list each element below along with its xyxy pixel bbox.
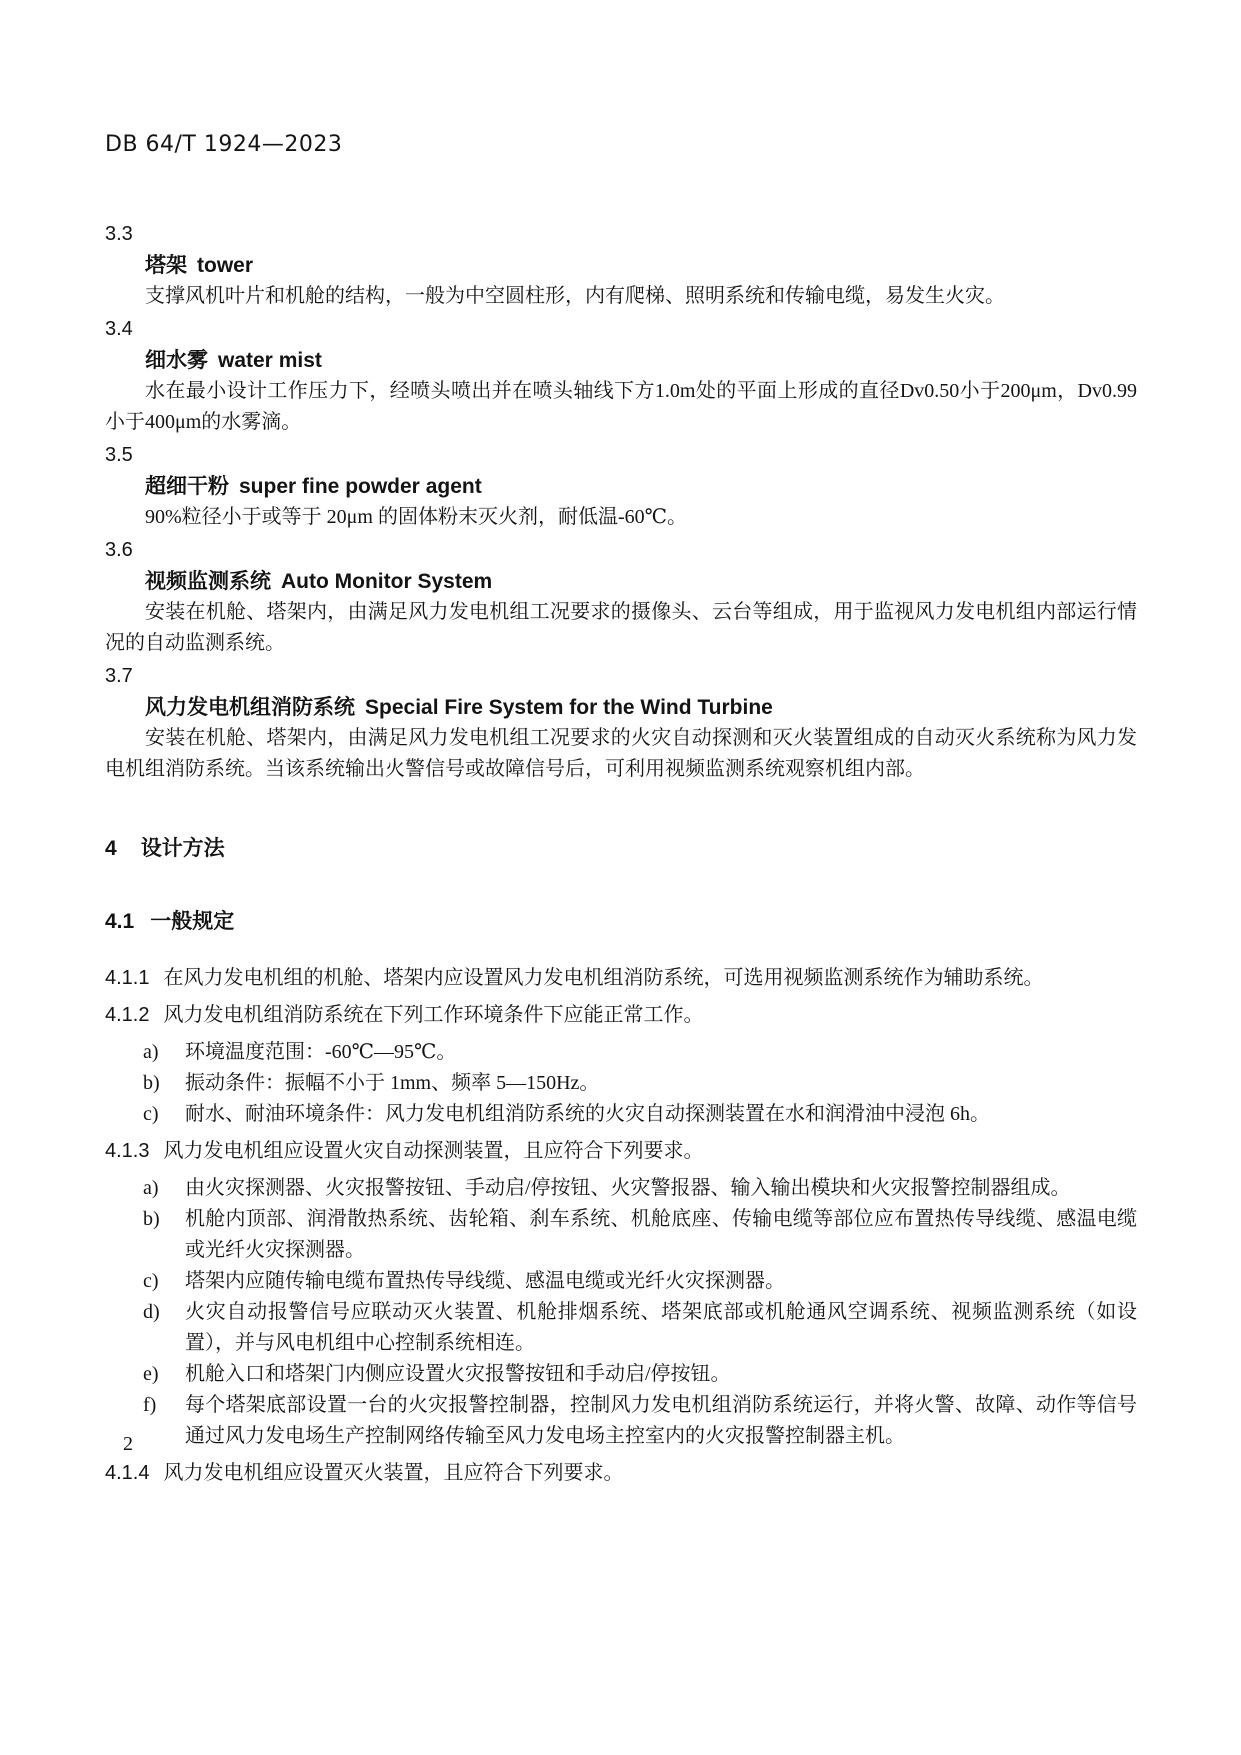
clause-number: 4.1.1 — [105, 967, 150, 989]
term-heading — [145, 345, 1137, 376]
list-item — [143, 1204, 1137, 1266]
item-text: 耐水、耐油环境条件：风力发电机组消防系统的火灾自动探测装置在水和润滑油中浸泡 6h。 — [185, 1103, 990, 1125]
clause-4-1-1 — [105, 963, 1137, 994]
clause-text: 风力发电机组应设置火灾自动探测装置，且应符合下列要求。 — [163, 1140, 704, 1162]
clause-number: 4.1.3 — [105, 1140, 150, 1162]
term-zh: 风力发电机组消防系统 — [145, 696, 355, 719]
page-number: 2 — [123, 1433, 133, 1455]
clause-4-1-3-items — [105, 1173, 1137, 1452]
item-label: e) — [143, 1363, 159, 1385]
section-number: 3.7 — [105, 665, 133, 687]
subchapter-number: 4.1 — [105, 910, 135, 933]
item-label: b) — [143, 1208, 160, 1230]
clause-4-1-4 — [105, 1458, 1137, 1489]
term-heading — [145, 471, 1137, 502]
section-number: 3.4 — [105, 318, 133, 340]
item-text: 振动条件：振幅不小于 1mm、频率 5—150Hz。 — [185, 1072, 600, 1094]
item-label: b) — [143, 1072, 160, 1094]
definition-body: 安装在机舱、塔架内，由满足风力发电机组工况要求的火灾自动探测和灭火装置组成的自动灭火系统称为风力发电机组消防系统。当该系统输出火警信号或故障信号后，可利用视频监测系统观察机组内部。 — [105, 727, 1137, 780]
definition-body: 支撑风机叶片和机舱的结构，一般为中空圆柱形，内有爬梯、照明系统和传输电缆，易发生火灾。 — [145, 285, 1005, 307]
term-zh: 视频监测系统 — [145, 570, 271, 593]
term-en: Auto Monitor System — [281, 570, 493, 593]
term-en: water mist — [218, 349, 322, 372]
definition-3-3 — [105, 219, 1137, 312]
definition-3-4 — [105, 314, 1137, 438]
item-label: d) — [143, 1301, 160, 1323]
item-label: a) — [143, 1041, 159, 1063]
list-item — [143, 1390, 1137, 1452]
clause-number: 4.1.2 — [105, 1004, 150, 1026]
term-heading — [145, 250, 1137, 281]
clause-4-1-2-items — [105, 1037, 1137, 1130]
clause-text: 风力发电机组应设置灭火装置，且应符合下列要求。 — [163, 1462, 624, 1484]
term-zh: 塔架 — [145, 254, 187, 277]
list-item — [143, 1359, 1137, 1390]
term-heading — [145, 566, 1137, 597]
clause-number: 4.1.4 — [105, 1462, 150, 1484]
subchapter-title: 一般规定 — [150, 910, 235, 933]
definition-3-5 — [105, 440, 1137, 533]
clause-4-1-2 — [105, 1000, 1137, 1031]
chapter-heading — [105, 833, 1137, 864]
item-text: 每个塔架底部设置一台的火灾报警控制器，控制风力发电机组消防系统运行，并将火警、故障、动作等信号通过风力发电场生产控制网络传输至风力发电场主控室内的火灾报警控制器主机。 — [185, 1394, 1137, 1447]
clause-text: 风力发电机组消防系统在下列工作环境条件下应能正常工作。 — [163, 1004, 704, 1026]
list-item — [143, 1037, 1137, 1068]
clause-4-1-3 — [105, 1136, 1137, 1167]
term-en: tower — [197, 254, 254, 277]
section-number: 3.3 — [105, 223, 133, 245]
subchapter-heading — [105, 906, 1137, 937]
item-label: c) — [143, 1103, 159, 1125]
chapter-number: 4 — [105, 837, 117, 860]
item-text: 火灾自动报警信号应联动灭火装置、机舱排烟系统、塔架底部或机舱通风空调系统、视频监测系统（如设置），并与风电机组中心控制系统相连。 — [185, 1301, 1137, 1354]
list-item — [143, 1173, 1137, 1204]
page-content — [105, 132, 1137, 1495]
list-item — [143, 1099, 1137, 1130]
chapter-title: 设计方法 — [140, 837, 225, 860]
term-en: Special Fire System for the Wind Turbine — [365, 696, 773, 719]
section-number: 3.5 — [105, 444, 133, 466]
list-item — [143, 1068, 1137, 1099]
definition-body: 安装在机舱、塔架内，由满足风力发电机组工况要求的摄像头、云台等组成，用于监视风力发电机组内部运行情况的自动监测系统。 — [105, 601, 1137, 654]
item-text: 塔架内应随传输电缆布置热传导线缆、感温电缆或光纤火灾探测器。 — [185, 1270, 785, 1292]
list-item — [143, 1297, 1137, 1359]
item-text: 环境温度范围：-60℃—95℃。 — [185, 1041, 457, 1063]
item-text: 机舱内顶部、润滑散热系统、齿轮箱、刹车系统、机舱底座、传输电缆等部位应布置热传导线缆、感温电缆或光纤火灾探测器。 — [185, 1208, 1137, 1261]
item-label: c) — [143, 1270, 159, 1292]
definition-body: 90%粒径小于或等于 20μm 的固体粉末灭火剂，耐低温-60℃。 — [145, 506, 687, 528]
doc-code-header: DB 64/T 1924—2023 — [105, 132, 343, 157]
item-label: f) — [143, 1394, 157, 1416]
list-item — [143, 1266, 1137, 1297]
definition-3-6 — [105, 535, 1137, 659]
clause-text: 在风力发电机组的机舱、塔架内应设置风力发电机组消防系统，可选用视频监测系统作为辅助系统。 — [163, 967, 1044, 989]
item-label: a) — [143, 1177, 159, 1199]
item-text: 由火灾探测器、火灾报警按钮、手动启/停按钮、火灾警报器、输入输出模块和火灾报警控制器组成。 — [185, 1177, 1071, 1199]
definition-body: 水在最小设计工作压力下，经喷头喷出并在喷头轴线下方1.0m处的平面上形成的直径Dv0.50小于200μm，Dv0.99小于400μm的水雾滴。 — [105, 380, 1137, 433]
term-en: super fine powder agent — [239, 475, 482, 498]
term-heading — [145, 692, 1137, 723]
definition-3-7 — [105, 661, 1137, 785]
item-text: 机舱入口和塔架门内侧应设置火灾报警按钮和手动启/停按钮。 — [185, 1363, 731, 1385]
term-zh: 超细干粉 — [145, 475, 229, 498]
section-number: 3.6 — [105, 539, 133, 561]
term-zh: 细水雾 — [145, 349, 208, 372]
